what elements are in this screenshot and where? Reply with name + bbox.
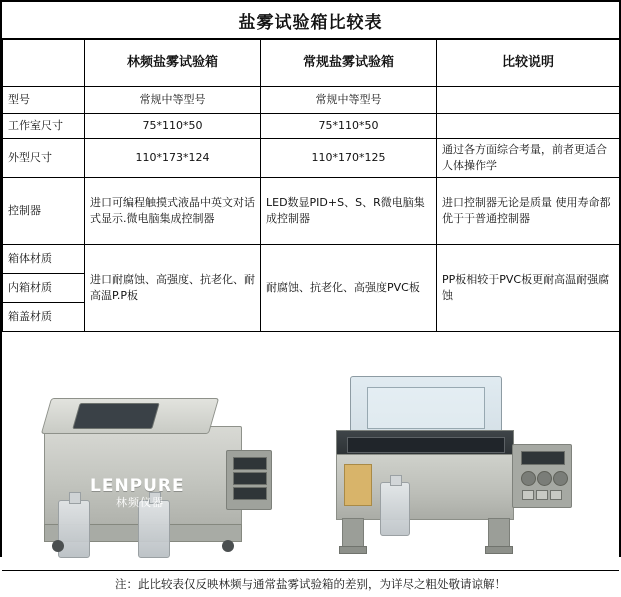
regular-foot-right: [485, 546, 513, 554]
cell-outer-size-remark: 通过各方面综合考量，前者更适合人体操作学: [437, 139, 620, 178]
regular-panel-button-2: [536, 490, 548, 500]
regular-hood-inner: [367, 387, 485, 429]
row-label-controller: 控制器: [3, 177, 85, 244]
lenpure-touch-screen: [72, 403, 159, 429]
document-title-row: [2, 2, 619, 39]
row-label-chamber-size: 工作室尺寸: [3, 114, 85, 139]
column-header-regular: 常规盐雾试验箱: [261, 40, 437, 87]
table-row: [3, 244, 620, 273]
regular-panel-knob-3: [553, 471, 568, 486]
regular-chamber-opening: [347, 437, 505, 453]
table-row: [3, 139, 620, 178]
cell-chamber-size-remark: [437, 114, 620, 139]
cell-controller-remark: 进口控制器无论是质量 使用寿命都优于于普通控制器: [437, 177, 620, 244]
regular-access-door: [344, 464, 372, 506]
regular-foot-left: [339, 546, 367, 554]
table-row: [3, 87, 620, 114]
cell-outer-size-regular: 110*170*125: [261, 139, 437, 178]
comparison-table: [2, 39, 620, 332]
cell-model-lenpure: 常规中等型号: [85, 87, 261, 114]
lenpure-panel-display-1: [233, 457, 267, 470]
lenpure-control-panel: [226, 450, 272, 510]
lenpure-panel-display-3: [233, 487, 267, 500]
table-header: [3, 40, 620, 87]
cell-chamber-size-regular: 75*110*50: [261, 114, 437, 139]
table-header-row: [3, 40, 620, 87]
table-body: [3, 87, 620, 332]
regular-panel-knob-2: [537, 471, 552, 486]
footer-note: 注：此比较表仅反映林频与通常盐雾试验箱的差别，为详尽之粗处敬请谅解！: [115, 576, 506, 591]
cell-controller-regular: LED数显PID+S、S、R微电脑集成控制器: [261, 177, 437, 244]
regular-solution-tank: [380, 482, 410, 536]
footer-note-row: [2, 571, 619, 597]
page-title: 盐雾试验箱比较表: [238, 12, 383, 33]
column-header-remark: 比较说明: [437, 40, 620, 87]
lenpure-caster-left: [52, 540, 64, 552]
brand-watermark-subtitle: 林频仪器: [116, 495, 164, 509]
cell-material-remark: PP板相较于PVC板更耐高温耐强腐蚀: [437, 244, 620, 331]
lenpure-panel-display-2: [233, 472, 267, 485]
lenpure-caster-right: [222, 540, 234, 552]
table-corner-cell: [3, 40, 85, 87]
regular-panel-knob-1: [521, 471, 536, 486]
cell-outer-size-lenpure: 110*173*124: [85, 139, 261, 178]
cell-chamber-size-lenpure: 75*110*50: [85, 114, 261, 139]
tank-neck: [390, 475, 402, 486]
row-label-lid-material: 箱盖材质: [3, 302, 85, 331]
regular-control-panel: [512, 444, 572, 508]
cell-model-remark: [437, 87, 620, 114]
product-photo-lenpure: [30, 390, 282, 560]
regular-transparent-hood: [350, 376, 502, 434]
row-label-model: 型号: [3, 87, 85, 114]
table-row: [3, 114, 620, 139]
brand-watermark-logo: LENPURE: [90, 475, 185, 496]
row-label-inner-material: 内箱材质: [3, 273, 85, 302]
regular-panel-button-1: [522, 490, 534, 500]
cell-model-regular: 常规中等型号: [261, 87, 437, 114]
regular-panel-display: [521, 451, 565, 465]
column-header-lenpure: 林频盐雾试验箱: [85, 40, 261, 87]
row-label-outer-size: 外型尺寸: [3, 139, 85, 178]
cell-material-lenpure: 进口耐腐蚀、高强度、抗老化、耐高温P.P板: [85, 244, 261, 331]
row-label-cabinet-material: 箱体材质: [3, 244, 85, 273]
cell-controller-lenpure: 进口可编程触摸式液晶中英文对话式显示.微电脑集成控制器: [85, 177, 261, 244]
table-row: [3, 177, 620, 244]
product-photo-strip: [2, 332, 619, 571]
cell-material-regular: 耐腐蚀、抗老化、高强度PVC板: [261, 244, 437, 331]
tank-neck: [69, 492, 81, 504]
product-photo-regular: [322, 374, 594, 560]
regular-panel-button-3: [550, 490, 562, 500]
